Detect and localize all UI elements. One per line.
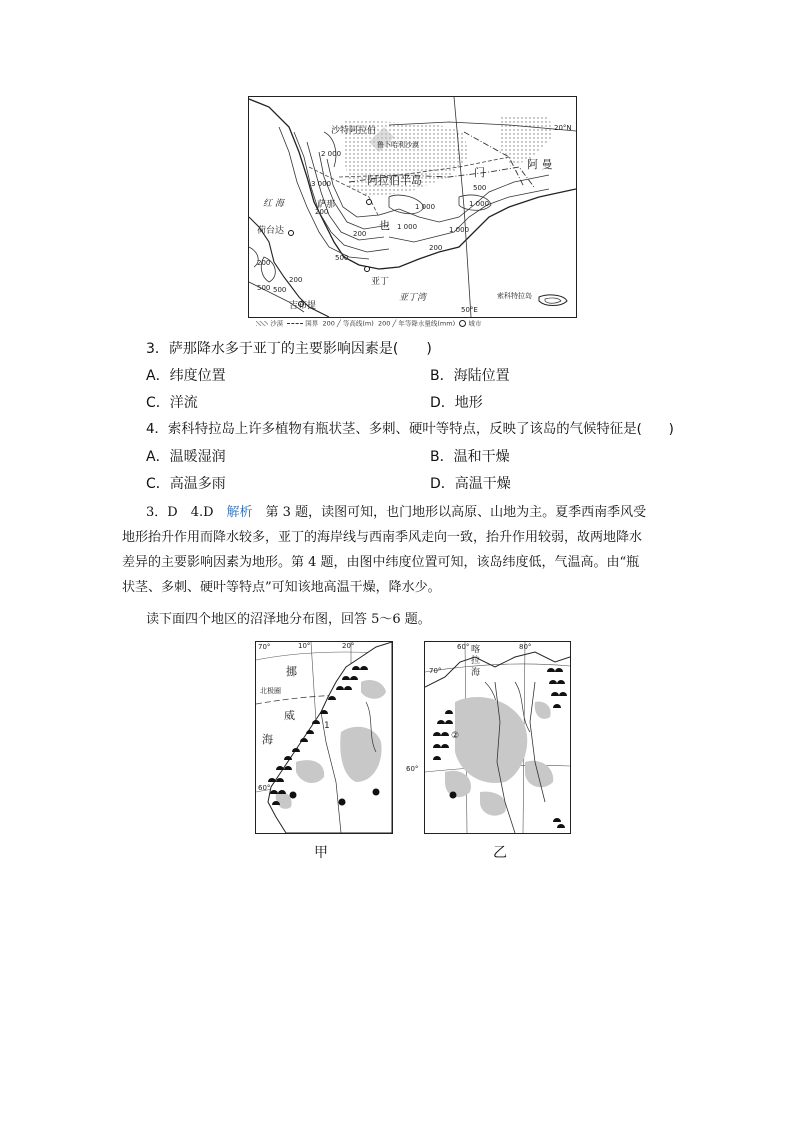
jia-lat-70: 70° (258, 643, 271, 651)
contour-label: 1 000 (449, 226, 470, 234)
jia-lon-10: 10° (298, 642, 311, 650)
jia-marker-1: 1 (324, 721, 330, 731)
jia-norway-1: 挪 (286, 665, 297, 678)
label-yemen-1: 门 (474, 166, 485, 179)
contour-label: 500 (257, 284, 271, 292)
city-aden (365, 267, 370, 272)
question-4-stem: 4．索科特拉岛上许多植物有瓶状茎、多刺、硬叶等特点，反映了该岛的气候特征是( ) (146, 422, 674, 437)
q3-option-b: B．海陆位置 (430, 368, 510, 384)
answer-line-2: 地形抬升作用而降水较多，亚丁的海岸线与西南季风走向一致，抬升作用较弱，故两地降水 (122, 530, 643, 545)
label-socotra: 索科特拉岛 (497, 292, 532, 300)
label-djibouti: 吉布提 (289, 301, 317, 311)
legend-border: 国界 (305, 319, 319, 328)
arabia-map-legend (256, 320, 481, 327)
yi-lat-60: 60° (406, 765, 419, 773)
answer-text-1: 第 3 题，读图可知，也门地形以高原、山地为主。夏季西南季风受 (252, 505, 647, 520)
answer-line-4: 状茎、多刺、硬叶等特点”可知该地高温干燥，降水少。 (122, 580, 441, 595)
legend-desert: 沙漠 (270, 319, 284, 328)
yi-marker-2: ② (451, 731, 460, 741)
contour-label: 200 (429, 244, 443, 252)
label-sana: 萨那 (317, 200, 336, 210)
yi-lon-60: 60° (457, 643, 470, 651)
arabia-map-drawing (249, 97, 576, 317)
q3-option-c: C．洋流 (146, 395, 198, 411)
contour-label: 500 (335, 254, 349, 262)
legend-contour: 200 ╱ 等高线(m) (322, 319, 374, 328)
label-gulf-of-aden: 亚丁湾 (399, 293, 427, 303)
legend-border-swatch (287, 323, 303, 324)
contour-label: 1 000 (397, 223, 418, 231)
question-3-stem: 3．萨那降水多于亚丁的主要影响因素是( ) (146, 341, 432, 357)
legend-city: 城市 (468, 319, 482, 328)
q4-option-a: A．温暖湿润 (146, 449, 226, 465)
contour-label: 200 (353, 230, 367, 238)
legend-city-icon (459, 320, 466, 327)
label-arabian-peninsula: 阿拉伯半岛 (367, 174, 422, 187)
swamp-map-yi-drawing (425, 642, 570, 833)
contour-label: 2 000 (321, 150, 342, 158)
label-hodeidah: 荷台达 (257, 226, 285, 236)
legend-isohyet: 200 ╱ 年等降水量线(mm) (377, 319, 456, 328)
city-hodeidah (289, 231, 294, 236)
contour-label: 200 (257, 259, 271, 267)
swamp-map-jia (255, 641, 393, 834)
swamp-map-yi (424, 641, 571, 834)
jia-norway-3: 海 (262, 733, 273, 746)
caption-yi: 乙 (493, 845, 507, 861)
q3-option-d: D．地形 (430, 395, 483, 411)
q4-option-c: C．高温多雨 (146, 476, 226, 492)
contour-label: 200 (315, 208, 329, 216)
q4-option-d: D．高温干燥 (430, 476, 511, 492)
contour-label: 200 (289, 276, 303, 284)
label-rub-al-khali: 鲁卜哈利沙漠 (377, 141, 419, 149)
label-red-sea: 红 海 (263, 199, 284, 209)
jia-norway-2: 威 (284, 709, 295, 722)
contour-label: 500 (473, 184, 487, 192)
yi-lat-70: 70° (429, 667, 442, 675)
intro-5-6: 读下面四个地区的沼泽地分布图，回答 5～6 题。 (146, 612, 431, 627)
label-lat-20n: 20°N (554, 124, 572, 132)
city-sana (367, 200, 372, 205)
answer-line-1 (146, 500, 676, 525)
contour-label: 3 000 (311, 180, 332, 188)
caption-jia: 甲 (314, 845, 328, 861)
yi-lon-80: 80° (519, 643, 532, 651)
legend-desert-swatch (256, 321, 268, 326)
swamp-map-jia-drawing (256, 642, 392, 833)
contour-label: 1 000 (415, 203, 436, 211)
label-lon-50e: 50°E (461, 306, 478, 314)
analysis-keyword: 解析 (226, 505, 253, 520)
label-oman: 阿 曼 (527, 158, 553, 171)
jia-arctic-circle: 北极圈 (260, 687, 281, 695)
jia-lon-20: 20° (342, 642, 355, 650)
q3-option-a: A．纬度位置 (146, 368, 226, 384)
label-aden: 亚丁 (371, 277, 390, 287)
answer-line-3: 差异的主要影响因素为地形。第 4 题，由图中纬度位置可知，该岛纬度低，气温高。由“瓶 (122, 555, 640, 570)
yi-kara-2: 拉 (471, 656, 481, 666)
arabia-map (248, 96, 577, 318)
q4-option-b: B．温和干燥 (430, 449, 510, 465)
answer-block (122, 500, 676, 600)
contour-label: 500 (273, 286, 287, 294)
yi-kara-1: 喀 (471, 645, 481, 655)
contour-label: 1 000 (469, 200, 490, 208)
label-saudi-arabia: 沙特阿拉伯 (331, 126, 377, 136)
jia-lat-60: 60° (258, 784, 271, 792)
yi-kara-3: 海 (471, 668, 481, 678)
answer-head: 3．D 4.D (146, 505, 227, 520)
label-yemen-2: 也 (379, 219, 390, 232)
